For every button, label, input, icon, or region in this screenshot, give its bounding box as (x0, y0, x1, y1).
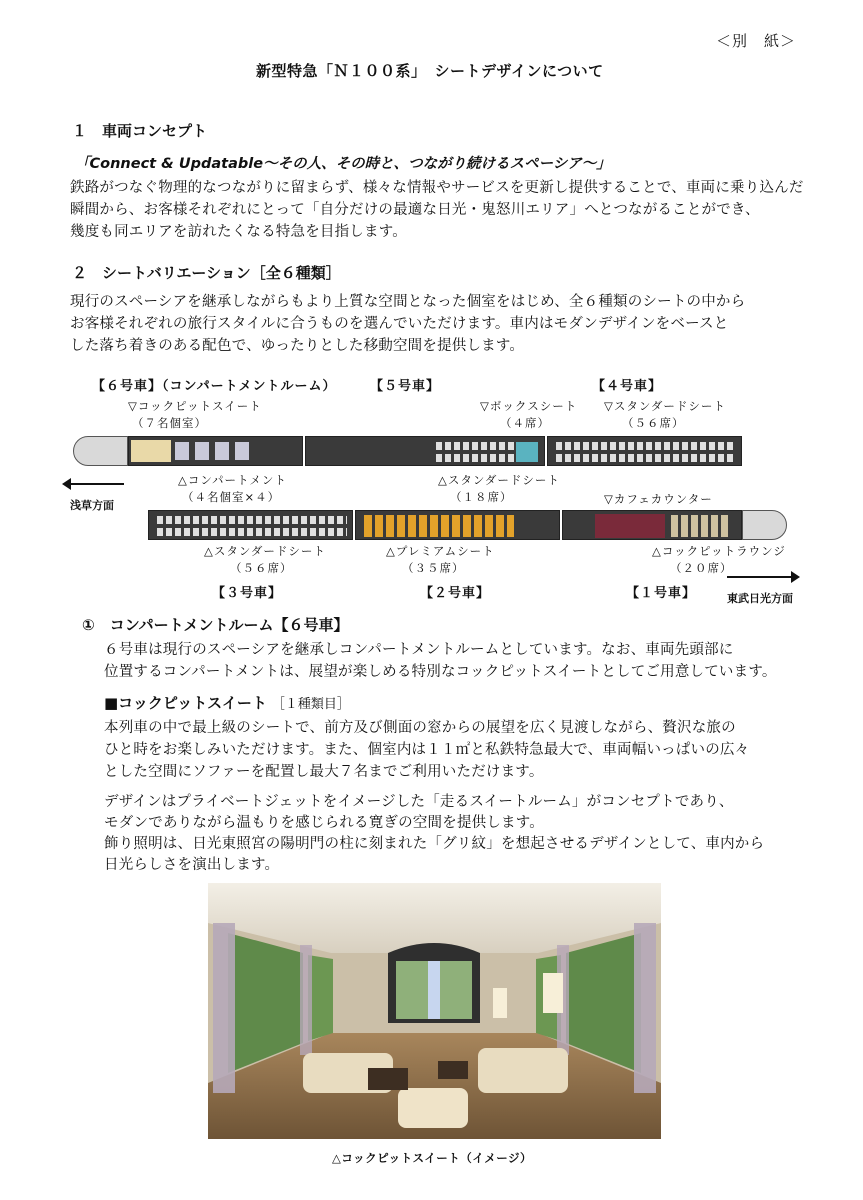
car3-body (148, 510, 353, 540)
car1-label: 【１号車】 (626, 586, 697, 601)
suite-body2-line3: 飾り照明は、日光東照宮の陽明門の柱に刻まれた「グリ紋」を想起させるデザインとして、車内から (104, 836, 765, 852)
car4-body (547, 436, 742, 466)
page-title: 新型特急「Ｎ１００系」 シートデザインについて (256, 62, 604, 80)
standard4-count: （５６席） (622, 416, 685, 430)
suite-body1-line2: ひと時をお楽しみいただけます。また、個室内は１１㎡と私鉄特急最大で、車両幅いっぱいの広々 (104, 742, 750, 758)
asakusa-label: 浅草方面 (70, 499, 114, 512)
premium-count: （３５席） (402, 561, 465, 575)
section2-line2: お客様それぞれの旅行スタイルに合うものを選んでいただけます。車内はモダンデザインをベースと (70, 316, 729, 332)
suite-body2-line2: モダンでありながら温もりを感じられる寛ぎの空間を提供します。 (104, 815, 544, 831)
premium-label: △プレミアムシート (386, 544, 495, 558)
cockpit-suite-illustration (208, 883, 661, 1139)
suite-body1-line3: とした空間にソファーを配置し最大７名までご利用いただけます。 (104, 764, 544, 780)
car2-label: 【２号車】 (420, 586, 491, 601)
car1-body (562, 510, 742, 540)
section1-line3: 幾度も同エリアを訪れたくなる特急を目指します。 (70, 224, 407, 240)
sub1-line1: ６号車は現行のスペーシアを継承しコンパートメントルームとしています。なお、車両先頭部に (104, 642, 734, 658)
suite-heading-tag: ［１種類目］ (271, 697, 350, 712)
standard3-count: （５６席） (230, 561, 293, 575)
standard5-label: △スタンダードシート (438, 473, 560, 487)
suite-heading (104, 692, 350, 713)
suite-heading-text: ■コックピットスイート (104, 694, 267, 712)
nikko-label: 東武日光方面 (727, 592, 793, 605)
suite-body2-line4: 日光らしさを演出します。 (104, 857, 280, 873)
suite-body1-line1: 本列車の中で最上級のシートで、前方及び側面の窓からの展望を広く見渡しながら、贅沢な旅の (104, 720, 736, 736)
box-seat-count: （４席） (500, 416, 550, 430)
section2-line1: 現行のスペーシアを継承しながらもより上質な空間となった個室をはじめ、全６種類のシートの中から (70, 294, 746, 310)
car5-body (305, 436, 545, 466)
cockpit-lounge-count: （２０席） (670, 561, 733, 575)
photo-caption: △コックピットスイート（イメージ） (332, 1151, 532, 1165)
cafe-label: ▽カフェカウンター (604, 492, 713, 506)
concept-title: 「Connect & Updatable～その人、その時と、つながり続けるスペーシア～」 (75, 156, 611, 172)
car6-label: 【６号車】（コンパートメントルーム） (92, 379, 337, 394)
section2-line3: した落ち着きのある配色で、ゆったりとした移動空間を提供します。 (70, 338, 525, 354)
car6-nose (73, 436, 128, 466)
compartment-label: △コンパートメント (178, 473, 287, 487)
sub1-line2: 位置するコンパートメントは、展望が楽しめる特別なコックピットスイートとしてご用意しています。 (104, 664, 777, 680)
cockpit-lounge-label: △コックピットラウンジ (652, 544, 786, 558)
car1-nose (742, 510, 787, 540)
car5-label: 【５号車】 (370, 379, 441, 394)
compartment-count: （４名個室×４） (182, 490, 281, 504)
cockpit-suite-count: （７名個室） (132, 416, 207, 430)
car2-body (355, 510, 560, 540)
cockpit-suite-label: ▽コックピットスイート (128, 399, 262, 413)
car6-body (128, 436, 303, 466)
attachment-label: ＜別 紙＞ (716, 32, 797, 50)
section1-heading: １ 車両コンセプト (72, 122, 208, 140)
box-seat-label: ▽ボックスシート (480, 399, 578, 413)
standard5-count: （１８席） (450, 490, 513, 504)
car4-label: 【４号車】 (592, 379, 663, 394)
standard3-label: △スタンダードシート (204, 544, 326, 558)
suite-body2-line1: デザインはプライベートジェットをイメージした「走るスイートルーム」がコンセプトであり、 (104, 794, 734, 810)
nikko-arrow (727, 576, 791, 578)
asakusa-arrow (66, 483, 124, 485)
standard4-label: ▽スタンダードシート (604, 399, 726, 413)
cockpit-suite-photo (208, 883, 661, 1139)
section1-line2: 瞬間から、お客様それぞれにとって「自分だけの最適な日光・鬼怒川エリア」へとつながることができ、 (70, 202, 760, 218)
sub1-heading: ① コンパートメントルーム【６号車】 (82, 616, 349, 634)
section1-line1: 鉄路がつなぐ物理的なつながりに留まらず、様々な情報やサービスを更新し提供することで、車両に乗り込んだ (70, 180, 804, 196)
section2-heading: ２ シートバリエーション［全６種類］ (72, 264, 341, 282)
nikko-arrowhead (791, 571, 800, 583)
car3-label: 【３号車】 (212, 586, 283, 601)
asakusa-arrowhead (62, 478, 71, 490)
